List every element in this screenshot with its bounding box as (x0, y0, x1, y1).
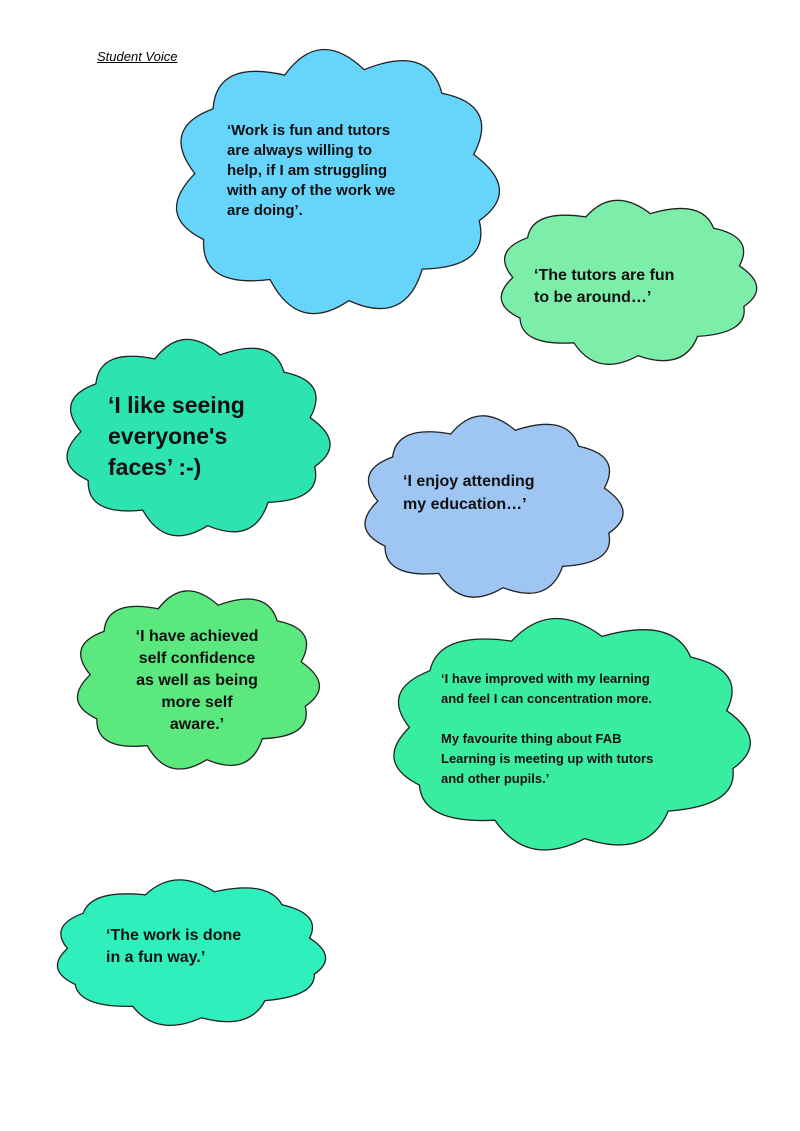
quote-text: ‘I have improved with my learning and feel I can concentration more. My favourite thing about FAB Learning is meeting up with tutors and other pupils.’ (441, 671, 654, 786)
page-title: Student Voice (97, 49, 178, 64)
quote-cloud-improved-learning (383, 613, 757, 853)
quote-text: ‘The tutors are fun to be around…’ (534, 267, 675, 306)
quote-text: ‘I like seeing everyone's faces’ :-) (108, 392, 245, 480)
quote-cloud-work-is-fun (170, 45, 502, 315)
quote-text: ‘I have achieved self confidence as well as being more self aware.’ (135, 628, 259, 733)
quote-cloud-tutors-fun (490, 193, 765, 370)
quote-cloud-enjoy-education (355, 409, 630, 602)
quote-text: ‘I enjoy attending my education…’ (403, 473, 535, 513)
quote-text: ‘The work is done in a fun way.’ (106, 927, 242, 966)
quote-text: ‘Work is fun and tutors are always willing to help, if I am struggling with any of the work we are doing’. (227, 122, 396, 219)
quote-cloud-fun-way (44, 872, 336, 1032)
quote-cloud-seeing-faces (58, 333, 336, 540)
quote-cloud-self-confidence (68, 584, 326, 774)
